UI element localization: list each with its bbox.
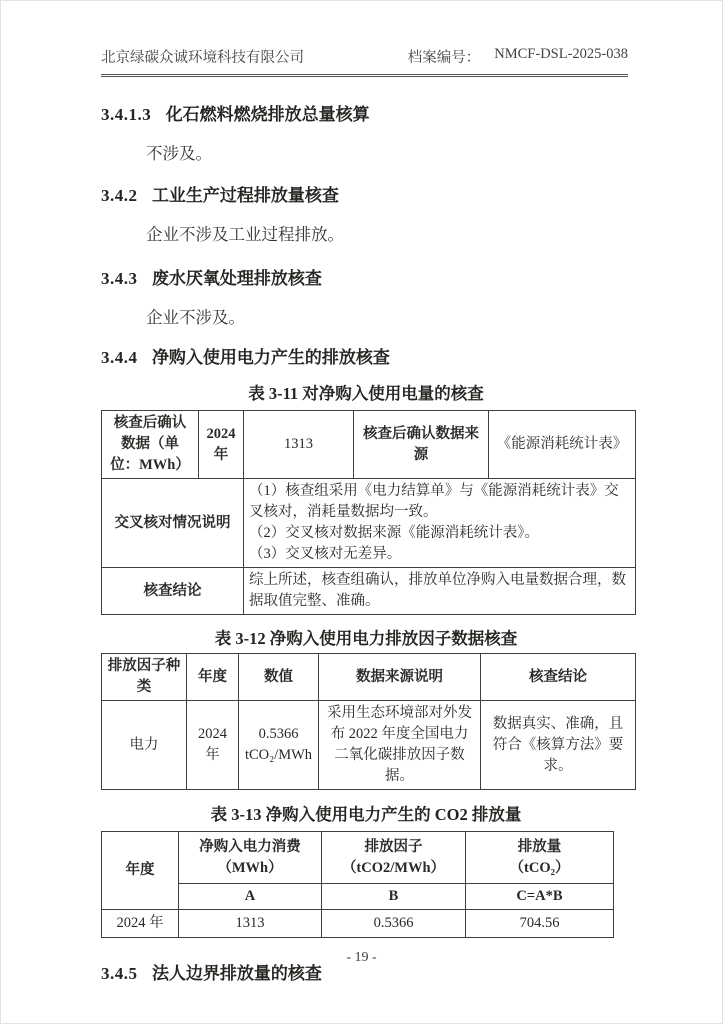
heading-number: 3.4.2: [101, 186, 138, 205]
cell-cross-check-items: [244, 479, 636, 568]
column-header-line: 排放因子: [364, 838, 423, 855]
heading-number: 3.4.1.3: [101, 105, 152, 124]
table-header-row: [102, 832, 614, 884]
heading-title: 工业生产过程排放量核查: [151, 186, 339, 205]
factor-value: 0.5366: [258, 726, 299, 743]
heading-number: 3.4.3: [101, 269, 138, 288]
cell-cross-check-label: 交叉核对情况说明: [102, 479, 244, 568]
column-header-unit: （MWh）: [217, 859, 283, 876]
table-3-13: [101, 831, 614, 938]
cell-code-b: B: [322, 884, 466, 910]
heading-3-4-2: [101, 181, 631, 206]
cross-check-item: （1）核查组采用《电力结算单》与《能源消耗统计表》交叉核对，消耗量数据均一致。: [249, 483, 619, 521]
heading-number: 3.4.5: [101, 964, 138, 984]
paragraph: 不涉及。: [146, 144, 212, 163]
cell-data-source: 采用生态环境部对外发布 2022 年度全国电力二氧化碳排放因子数据。: [319, 701, 481, 790]
cell-code-a: A: [179, 884, 322, 910]
page-header: [101, 46, 628, 77]
table-row: [102, 910, 614, 938]
column-header: [322, 832, 466, 884]
table-row: [102, 411, 636, 479]
archive-number-group: [408, 46, 628, 67]
table-row: [102, 479, 636, 568]
column-header: [179, 832, 322, 884]
table-formula-row: [102, 884, 614, 910]
heading-3-4-3: [101, 264, 631, 289]
heading-3-4-1-3: [101, 100, 631, 125]
column-header-line: 净购入电力消费: [199, 838, 301, 855]
column-header: 排放因子种类: [102, 654, 187, 701]
heading-3-4-4: [101, 343, 631, 368]
archive-label: 档案编号：: [407, 50, 481, 66]
column-header: 核查结论: [481, 654, 636, 701]
cell-code-c: C=A*B: [466, 884, 614, 910]
cell-confirmed-data-label: 核查后确认数据（单位：MWh）: [102, 411, 199, 479]
cell-source-label: 核查后确认数据来源: [354, 411, 489, 479]
cell-factor-type: 电力: [102, 701, 187, 790]
column-header: 数据来源说明: [319, 654, 481, 701]
heading-number: 3.4.4: [101, 348, 138, 367]
cell-conclusion: 综上所述，核查组确认，排放单位净购入电量数据合理，数据取值完整、准确。: [244, 568, 636, 615]
factor-unit: tCO₂/MWh: [244, 747, 313, 764]
cell-year-header: 年度: [102, 832, 179, 910]
heading-title: 化石燃料燃烧排放总量核算: [165, 105, 370, 124]
cell-year: 2024 年: [102, 910, 179, 938]
table-row: [102, 568, 636, 615]
column-header-unit: （tCO2/MWh）: [341, 859, 446, 876]
heading-title: 净购入使用电力产生的排放核查: [151, 348, 390, 367]
company-name: 北京绿碳众诚环境科技有限公司: [101, 50, 304, 66]
paragraph: 企业不涉及工业过程排放。: [146, 225, 344, 244]
table-3-11-caption: 表 3-11 对净购入使用电量的核查: [248, 384, 484, 403]
column-header: 年度: [187, 654, 239, 701]
heading-title: 废水厌氧处理排放核查: [151, 269, 322, 288]
cell-verify-conclusion: 数据真实、准确，且符合《核算方法》要求。: [481, 701, 636, 790]
cell-year: 2024 年: [199, 411, 244, 479]
column-header-unit: （tCO₂）: [509, 859, 570, 876]
paragraph: 企业不涉及。: [146, 308, 245, 327]
cell-year: 2024 年: [187, 701, 239, 790]
page-content: [101, 100, 631, 984]
cross-check-item: （2）交叉核对数据来源《能源消耗统计表》。: [249, 525, 539, 542]
table-header-row: [102, 654, 636, 701]
cell-emission-factor: 0.5366: [322, 910, 466, 938]
table-3-13-caption: 表 3-13 净购入使用电力产生的 CO2 排放量: [210, 805, 522, 825]
archive-number: NMCF-DSL-2025-038: [494, 46, 628, 62]
table-3-12-caption: 表 3-12 净购入使用电力排放因子数据核查: [214, 629, 518, 649]
cell-source: 《能源消耗统计表》: [489, 411, 636, 479]
cell-factor-value: [239, 701, 319, 790]
table-3-12: [101, 653, 636, 790]
cell-consumption: 1313: [179, 910, 322, 938]
table-row: [102, 701, 636, 790]
heading-title: 法人边界排放量的核查: [151, 964, 322, 984]
page-number: - 19 -: [346, 950, 377, 965]
cell-conclusion-label: 核查结论: [102, 568, 244, 615]
column-header: [466, 832, 614, 884]
cell-emission-amount: 704.56: [466, 910, 614, 938]
column-header: 数值: [239, 654, 319, 701]
cell-electricity-value: 1313: [244, 411, 354, 479]
column-header-line: 排放量: [517, 838, 562, 855]
cross-check-item: （3）交叉核对无差异。: [249, 546, 402, 563]
table-3-11: [101, 410, 636, 615]
